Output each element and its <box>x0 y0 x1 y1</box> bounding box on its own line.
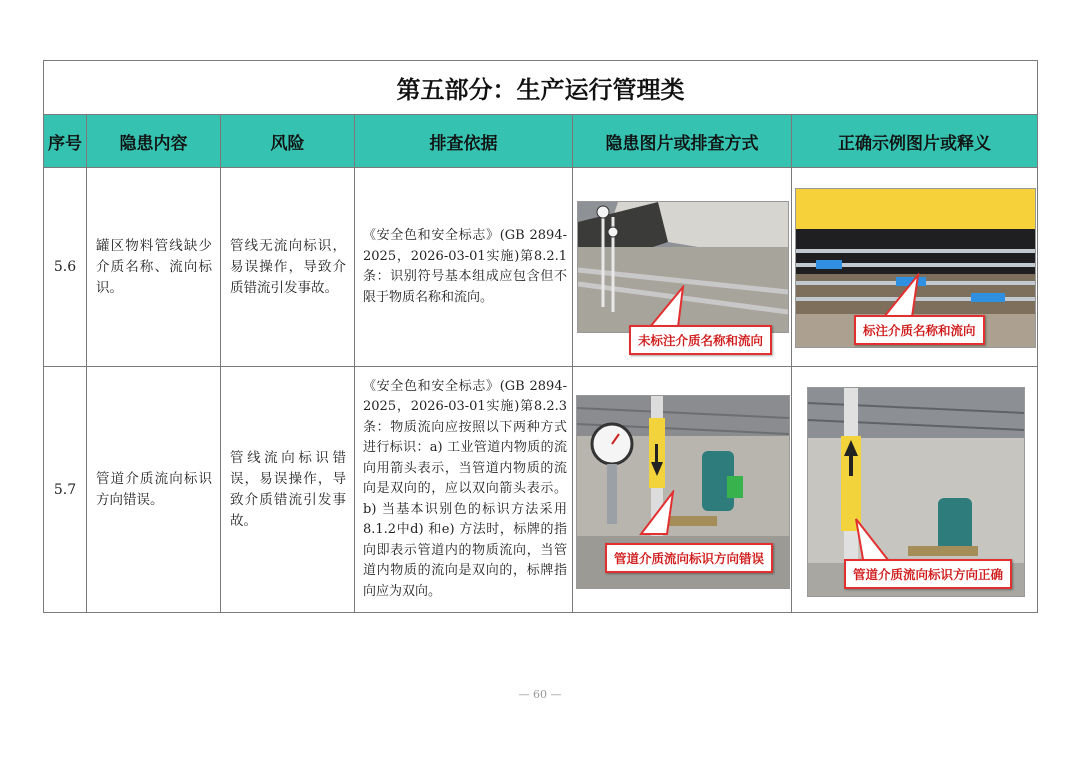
header-basis: 排查依据 <box>355 115 573 168</box>
hazard-image-caption: 管道介质流向标识方向错误 <box>605 543 773 573</box>
hazard-image-caption: 未标注介质名称和流向 <box>629 325 772 355</box>
header-row <box>44 115 1038 168</box>
hazard-image-cell <box>573 168 792 367</box>
pressure-gauge-icon <box>597 206 609 218</box>
header-hazard: 隐患内容 <box>87 115 221 168</box>
warning-callout-icon <box>637 490 677 536</box>
table-row <box>44 367 1038 613</box>
row-number: 5.6 <box>44 168 87 367</box>
hazard-cell <box>87 168 221 367</box>
warning-callout-icon <box>645 285 687 329</box>
example-image-cell <box>792 367 1038 613</box>
table-row <box>44 168 1038 367</box>
page-number: — 60 — <box>518 688 562 701</box>
header-hazard-image: 隐患图片或排查方式 <box>573 115 792 168</box>
header-example-image: 正确示例图片或释义 <box>792 115 1038 168</box>
header-number: 序号 <box>44 115 87 168</box>
hazard-image-cell <box>573 367 792 613</box>
hazard-text: 罐区物料管线缺少介质名称、流向标识。 <box>96 237 212 296</box>
hazard-cell <box>87 367 221 613</box>
risk-cell <box>221 367 355 613</box>
example-image-caption: 管道介质流向标识方向正确 <box>844 559 1012 589</box>
row-number: 5.7 <box>44 367 87 613</box>
header-risk: 风险 <box>221 115 355 168</box>
hazard-table <box>43 60 1038 613</box>
basis-text: 《安全色和安全标志》(GB 2894-2025，2026-03-01实施)第8.2.3条：物质流向应按照以下两种方式进行标识：a) 工业管道内物质的流向用箭头表示，当管道内物质的流向是双向的，应以双向箭头表示。b) 当基本识别色的标识方法采用8.1.2中d) 和e) 方法时，标牌的指向即表示管道内的物质流向，当管道内物质的流向是双向的，标牌指向应为双向。 <box>363 378 567 599</box>
hazard-text: 管道介质流向标识方向错误。 <box>96 470 212 508</box>
example-image-caption: 标注介质名称和流向 <box>854 315 985 345</box>
section-title: 第五部分：生产运行管理类 <box>44 61 1038 115</box>
warning-callout-icon <box>878 273 922 319</box>
basis-text: 《安全色和安全标志》(GB 2894-2025，2026-03-01实施)第8.2.1条：识别符号基本组成应包含但不限于物质名称和流向。 <box>363 228 567 305</box>
risk-cell <box>221 168 355 367</box>
title-row <box>44 61 1038 115</box>
example-image-cell <box>792 168 1038 367</box>
risk-text: 管线流向标识错误，易误操作，导致介质错流引发事故。 <box>230 449 346 529</box>
basis-cell <box>355 367 573 613</box>
risk-text: 管线无流向标识，易误操作，导致介质错流引发事故。 <box>230 237 346 296</box>
basis-cell <box>355 168 573 367</box>
